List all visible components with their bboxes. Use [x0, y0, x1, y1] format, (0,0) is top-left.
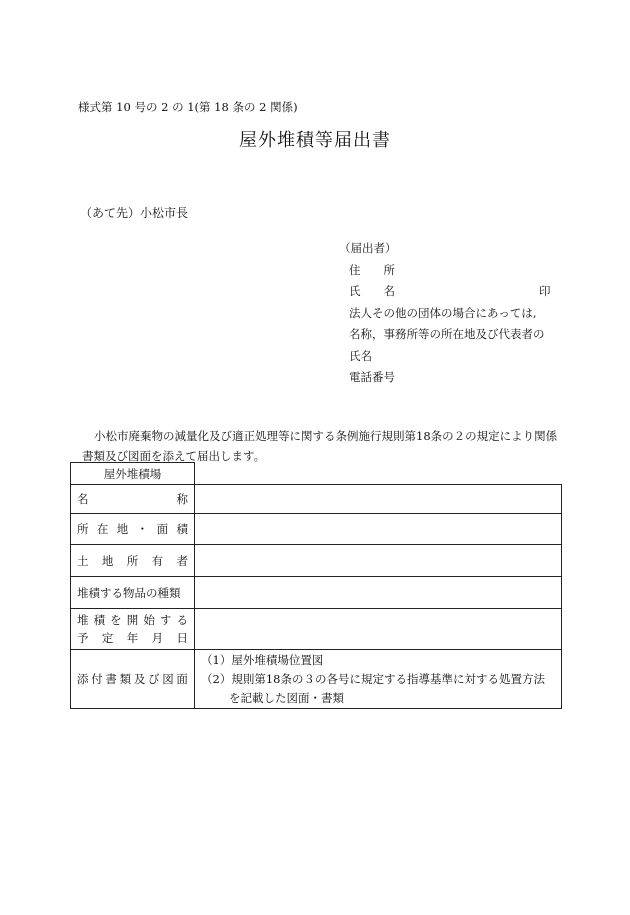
label-char: 開 [126, 613, 139, 627]
label-char: 書 [105, 672, 117, 686]
label-char: 及 [133, 672, 146, 686]
label-char: び [148, 672, 160, 686]
row-label-landowner [71, 545, 195, 577]
label-char: 予 [77, 631, 89, 645]
table-row [71, 514, 562, 545]
label-char: 地 [116, 522, 129, 536]
applicant-heading: （届出者） [339, 241, 397, 255]
seal-mark: 印 [539, 284, 551, 298]
phone-label: 電話番号 [349, 370, 395, 384]
label-char: 所 [126, 553, 139, 568]
label-char: 始 [143, 613, 155, 627]
row-label-attachments [71, 650, 195, 709]
label-char: を [110, 613, 122, 627]
label-char: る [176, 613, 188, 627]
label-char: 月 [151, 631, 164, 645]
label-char: 積 [176, 522, 188, 536]
table-header-row [71, 463, 562, 485]
row-label-location-area [71, 514, 195, 545]
label-char: 土 [77, 553, 89, 568]
table-row [71, 577, 562, 609]
corporate-note-1: 法人その他の団体の場合にあっては, [349, 305, 537, 320]
table-row [71, 485, 562, 514]
header-blank [195, 463, 562, 485]
applicant-block [339, 238, 551, 389]
label-char: 積 [93, 613, 106, 627]
name-label: 氏 名 [349, 284, 395, 298]
label-char: 図 [162, 672, 174, 686]
start-date-value-field[interactable] [195, 609, 562, 650]
statement-text: 小松市廃棄物の減量化及び適正処理等に関する条例施行規則第18条の２の規定により関係書類及び図面を添えて届出します。 [82, 429, 558, 463]
table-row [71, 545, 562, 577]
label-char: 在 [96, 522, 109, 536]
label-char: ・ [136, 522, 149, 536]
label-char: 者 [176, 553, 188, 568]
label-char: 付 [91, 672, 103, 686]
label-char: 年 [126, 631, 139, 645]
corporate-note-2: 名称，事務所等の所在地及び代表者の [349, 327, 545, 341]
form-number: 様式第 10 号の 2 の 1(第 18 条の 2 関係) [78, 100, 298, 114]
attachment-item-1: （1）屋外堆積場位置図 [201, 652, 324, 667]
label-char: 面 [156, 522, 169, 536]
table-row [71, 650, 562, 709]
outdoor-storage-header: 屋外堆積場 [71, 463, 195, 485]
document-title: 屋外堆積等届出書 [239, 130, 391, 151]
table-row [71, 609, 562, 650]
attachment-item-2: （2）規則第18条の３の各号に規定する指導基準に対する処置方法 [201, 671, 545, 686]
attachment-item-2-continued: を記載した図面・書類 [229, 690, 344, 705]
attachments-list [195, 650, 562, 709]
label-char: 所 [77, 522, 89, 536]
addressee: （あて先）小松市長 [80, 206, 189, 220]
label-char: す [159, 613, 172, 627]
goods-type-value-field[interactable] [195, 577, 562, 609]
name-value-field[interactable] [195, 485, 562, 514]
row-label-start-date [71, 609, 195, 650]
label-char: 類 [119, 672, 132, 686]
corporate-note-3: 氏名 [349, 348, 372, 363]
label-char: 面 [176, 672, 188, 686]
label-char: 地 [101, 553, 114, 568]
label-char: 称 [176, 492, 188, 506]
landowner-value-field[interactable] [195, 545, 562, 577]
label-char: 有 [151, 553, 164, 568]
row-label-name [71, 485, 195, 514]
row-label-goods-type: 堆積する物品の種類 [71, 577, 195, 609]
notification-table [70, 462, 562, 709]
label-char: 日 [176, 631, 188, 645]
label-char: 堆 [77, 613, 89, 627]
location-area-value-field[interactable] [195, 514, 562, 545]
name-row [343, 281, 551, 303]
label-char: 添 [77, 672, 89, 686]
label-char: 定 [101, 631, 114, 645]
label-char: 名 [77, 492, 89, 506]
address-label: 住 所 [349, 262, 395, 277]
